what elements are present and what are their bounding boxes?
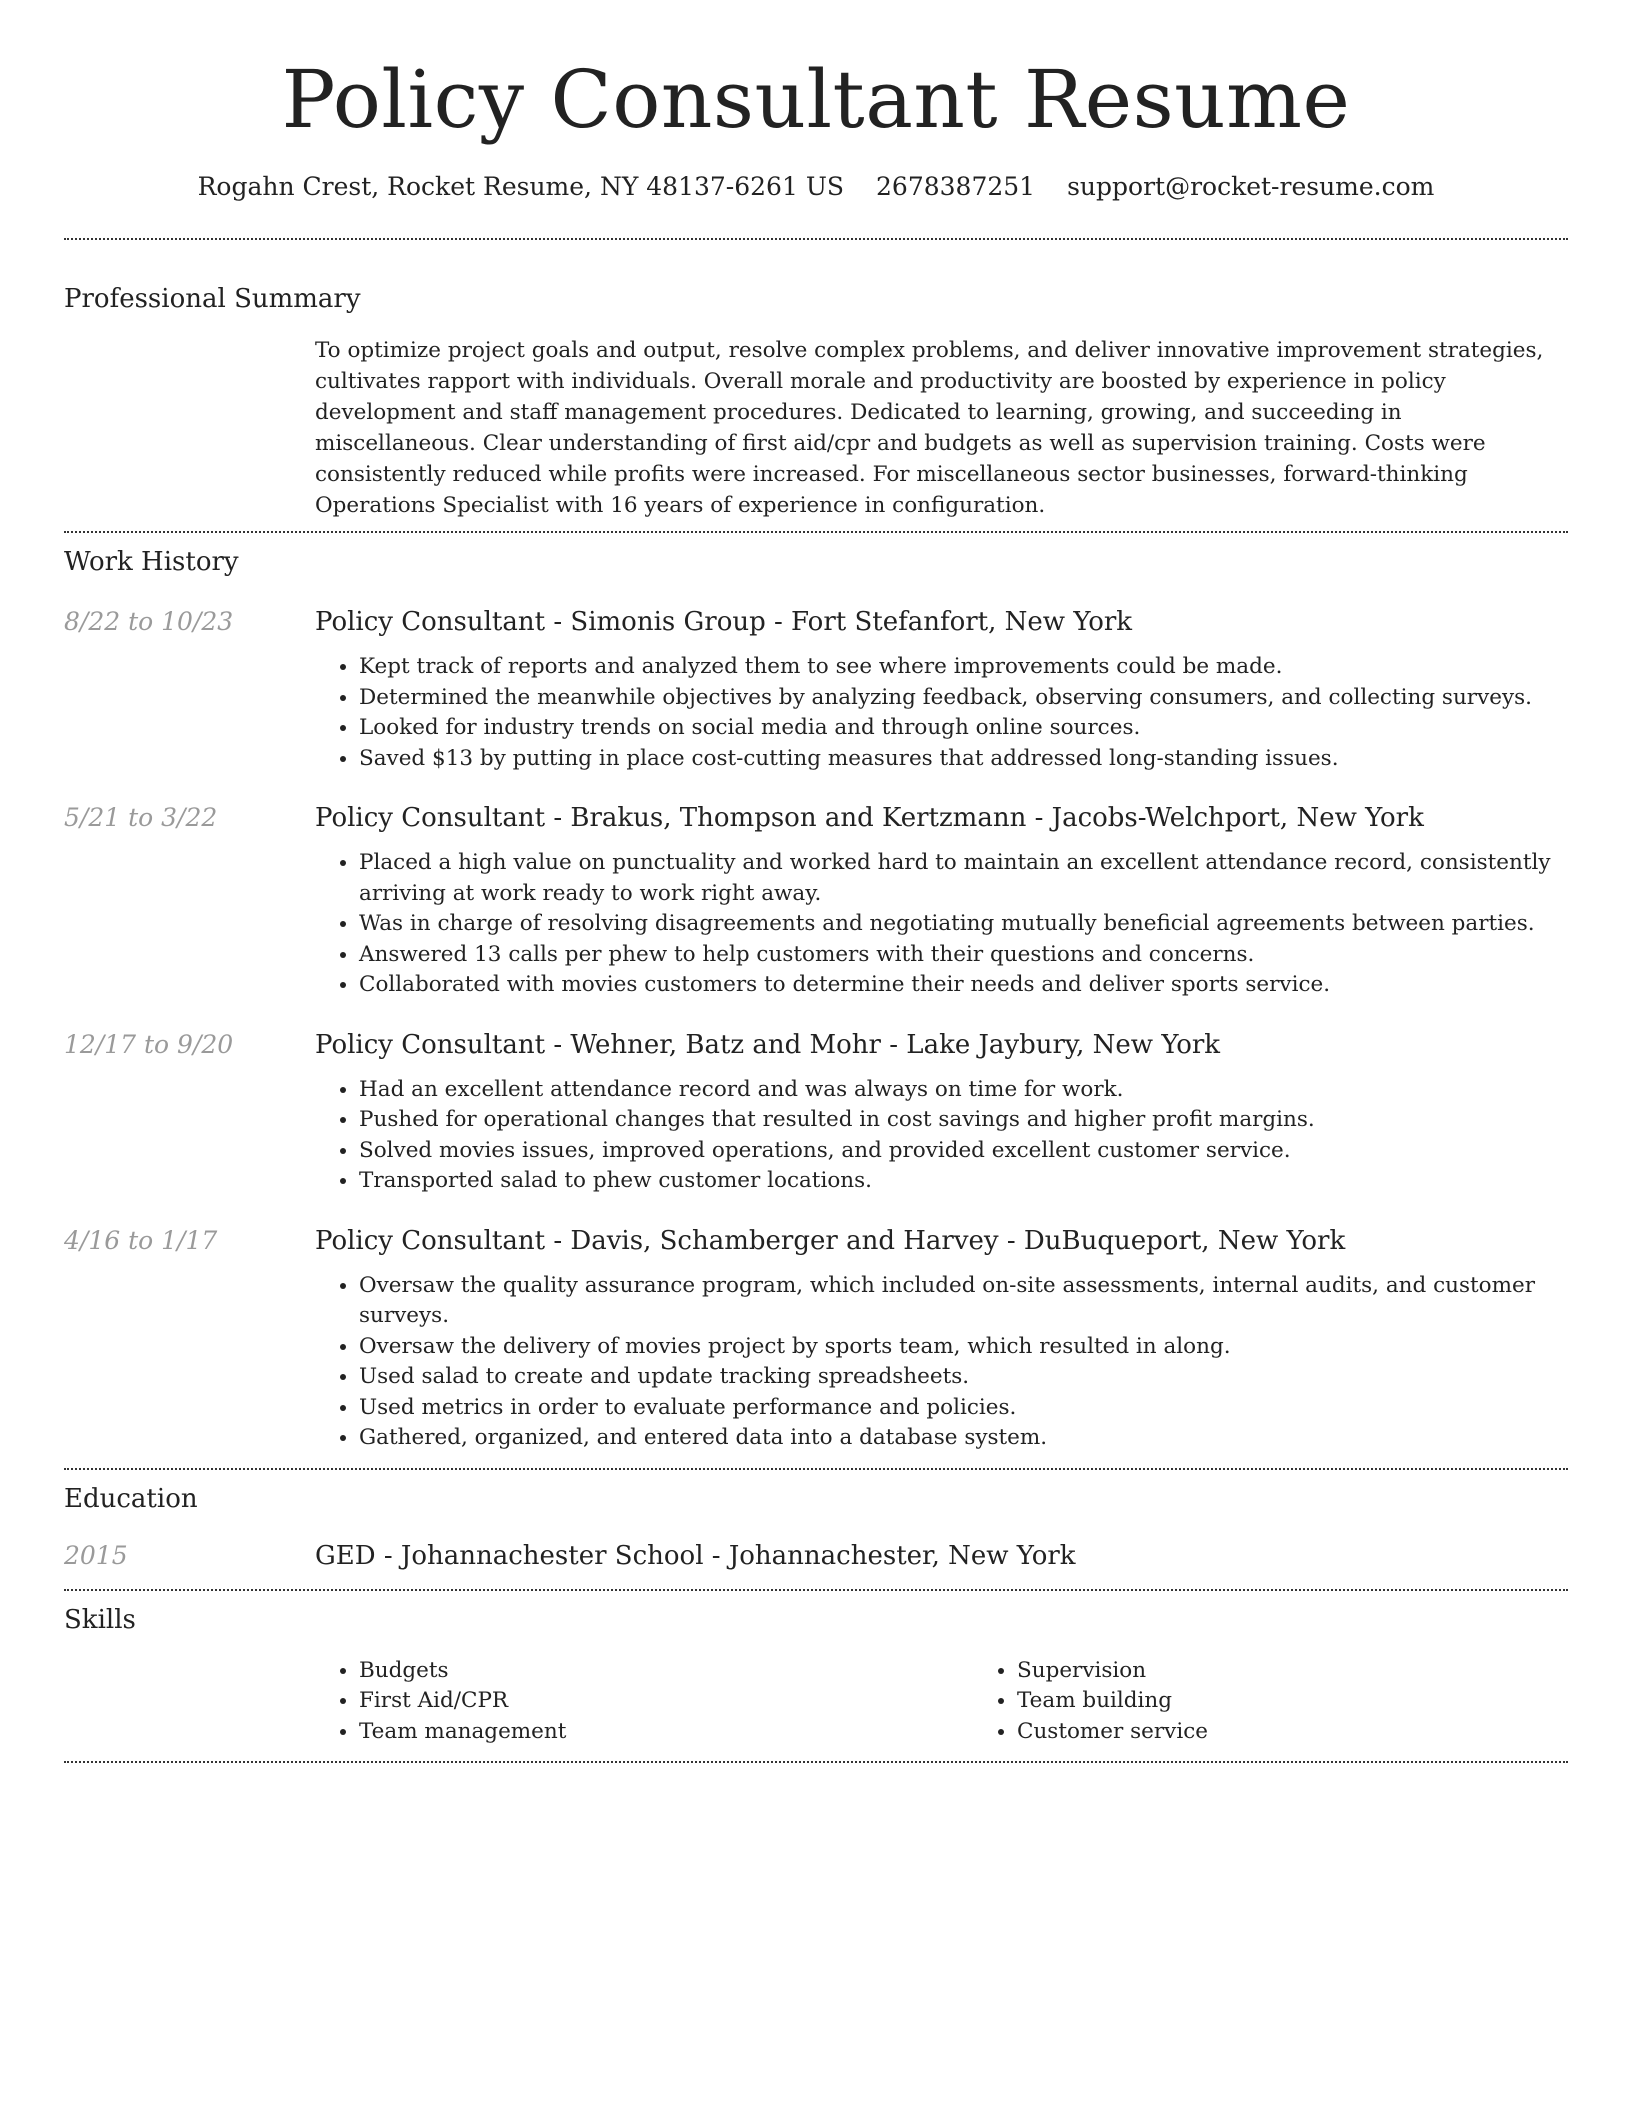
job-dates: 5/21 to 3/22 (64, 803, 218, 832)
job-bullets (315, 652, 1568, 774)
job-bullet: • Used metrics in order to evaluate performance and policies. (359, 1393, 1568, 1424)
job-bullets (315, 1271, 1568, 1454)
summary-section (64, 240, 1568, 521)
education-year: 2015 (64, 1540, 128, 1570)
skill-item: • Team management (359, 1717, 973, 1748)
contact-email: support@rocket-resume.com (1067, 172, 1435, 201)
work-history-heading: Work History (64, 547, 239, 577)
job-bullet: • Saved $13 by putting in place cost-cutting measures that addressed long-standing issues. (359, 744, 1568, 775)
education-section (64, 1470, 1568, 1573)
job-bullet: • Placed a high value on punctuality and worked hard to maintain an excellent attendance record, consistently arriving at work ready to work right away. (359, 848, 1568, 909)
skill-item: • Customer service (1017, 1717, 1208, 1748)
skills-list-left (315, 1656, 973, 1748)
work-history-section (64, 533, 1568, 1454)
job-list (64, 605, 1568, 1454)
job-dates: 4/16 to 1/17 (64, 1225, 218, 1255)
contact-address: Rogahn Crest, Rocket Resume, NY 48137-6261 US (197, 172, 845, 201)
job-bullet: • Pushed for operational changes that resulted in cost savings and higher profit margins. (359, 1105, 1568, 1136)
skill-item: • Team building (1017, 1686, 1208, 1717)
page-title: Policy Consultant Resume (281, 53, 1351, 146)
job-bullet: • Kept track of reports and analyzed them to see where improvements could be made. (359, 652, 1568, 683)
job-title: Policy Consultant - Wehner, Batz and Mohr - Lake Jaybury, New York (315, 1029, 1221, 1060)
job-title: Policy Consultant - Simonis Group - Fort Stefanfort, New York (315, 607, 1133, 637)
contact-line (64, 170, 1568, 204)
job-title: Policy Consultant - Brakus, Thompson and Kertzmann - Jacobs-Welchport, New York (315, 803, 1424, 833)
job-bullet: • Answered 13 calls per phew to help customers with their questions and concerns. (359, 940, 1568, 971)
job-bullet: • Used salad to create and update tracking spreadsheets. (359, 1362, 1568, 1393)
job-bullets (315, 848, 1568, 1001)
skills-list-right (973, 1656, 1208, 1748)
job-bullets (315, 1075, 1568, 1197)
contact-phone: 2678387251 (876, 172, 1036, 201)
skills-section (64, 1591, 1568, 1748)
job-bullet: • Oversaw the quality assurance program, which included on-site assessments, internal audits, and customer surveys. (359, 1271, 1568, 1332)
job-bullet: • Collaborated with movies customers to determine their needs and deliver sports service. (359, 970, 1568, 1001)
resume-page (64, 0, 1568, 1763)
job-entry (64, 605, 1568, 774)
job-dates: 8/22 to 10/23 (64, 607, 234, 636)
divider (64, 1761, 1568, 1763)
job-bullet: • Was in charge of resolving disagreements and negotiating mutually beneficial agreements between parties. (359, 909, 1568, 940)
skill-item: • First Aid/CPR (359, 1686, 973, 1717)
skill-item: • Budgets (359, 1656, 973, 1687)
job-bullet: • Had an excellent attendance record and was always on time for work. (359, 1075, 1568, 1106)
job-bullet: • Oversaw the delivery of movies project by sports team, which resulted in along. (359, 1332, 1568, 1363)
job-entry (64, 1028, 1568, 1197)
summary-text: To optimize project goals and output, resolve complex problems, and deliver innovative improvement strategies, cultivates rapport with individuals. Overall morale and productivity are boosted by experience in policy development and staff management procedures. Dedicated to learning, growing, and succeeding in miscellaneous. Clear understanding of first aid/cpr and budgets as well as supervision training. Costs were consistently reduced while profits were increased. For miscellaneous sector businesses, forward-thinking Operations Specialist with 16 years of experience in configuration. (315, 338, 1544, 518)
job-entry (64, 1224, 1568, 1454)
skills-heading: Skills (64, 1604, 136, 1635)
job-title: Policy Consultant - Davis, Schamberger and Harvey - DuBuqueport, New York (315, 1225, 1346, 1256)
job-dates: 12/17 to 9/20 (64, 1029, 234, 1059)
job-entry (64, 801, 1568, 1001)
job-bullet: • Solved movies issues, improved operations, and provided excellent customer service. (359, 1136, 1568, 1167)
summary-heading: Professional Summary (64, 284, 361, 314)
education-entry: GED - Johannachester School - Johannachester, New York (315, 1540, 1076, 1571)
job-bullet: • Determined the meanwhile objectives by analyzing feedback, observing consumers, and collecting surveys. (359, 683, 1568, 714)
job-bullet: • Gathered, organized, and entered data into a database system. (359, 1423, 1568, 1454)
job-bullet: • Looked for industry trends on social media and through online sources. (359, 713, 1568, 744)
skill-item: • Supervision (1017, 1656, 1208, 1687)
education-heading: Education (64, 1483, 198, 1514)
job-bullet: • Transported salad to phew customer locations. (359, 1166, 1568, 1197)
